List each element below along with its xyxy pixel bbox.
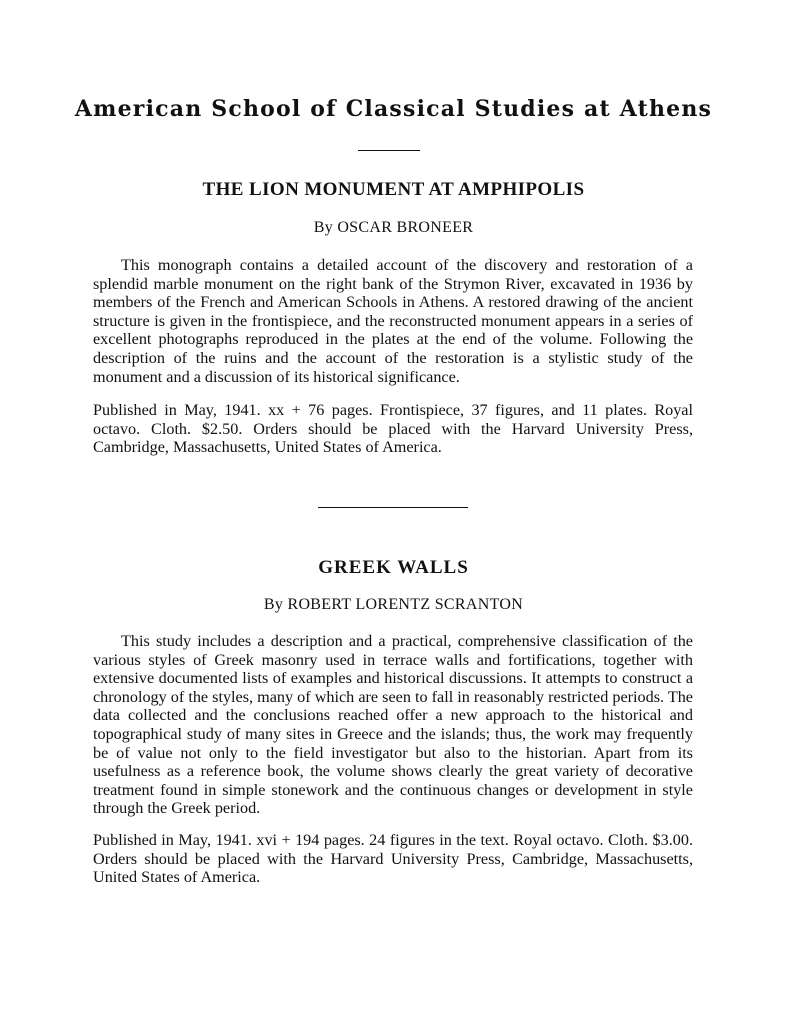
header-divider — [358, 150, 420, 151]
book-author-lion-monument: By OSCAR BRONEER — [313, 219, 474, 236]
book-title-greek-walls: GREEK WALLS — [318, 557, 469, 578]
book-description-greek-walls: This study includes a description and a practical, comprehensive classification of the various styles of Greek masonry used in terrace walls and fortifications, together with extensive documented lists of examples and historical discussions. It attempts to construct a chronology of the styles, many of which are seen to fall in reasonably restricted periods. The data collected and the conclusions reached offer a new approach to the historical and topographical study of many sites in Greece and the islands; thus, the work may frequently be of value not only to the field investigator but also to the historian. Apart from its usefulness as a reference book, the volume shows clearly the great variety of decorative treatment found in simple stonework and the continuous changes or development in style through the Greek period. — [93, 632, 693, 818]
publication-info-lion-monument: Published in May, 1941. xx + 76 pages. Frontispiece, 37 figures, and 11 plates. Royal octavo. Cloth. $2.50. Orders should be placed with the Harvard University Press, Cambridge, Massachusetts, United States of America. — [93, 401, 693, 457]
book-title-lion-monument: THE LION MONUMENT AT AMPHIPOLIS — [202, 179, 585, 200]
publisher-header: American School of Classical Studies at Athens — [74, 96, 713, 122]
publication-info-greek-walls: Published in May, 1941. xvi + 194 pages. 24 figures in the text. Royal octavo. Cloth. $3.00. Orders should be placed with the Harvard University Press, Cambridge, Massachusetts, United States of America. — [93, 831, 693, 887]
book-description-lion-monument: This monograph contains a detailed account of the discovery and restoration of a splendid marble monument on the right bank of the Strymon River, excavated in 1936 by members of the French and American Schools in Athens. A restored drawing of the ancient structure is given in the frontispiece, and the reconstructed monument appears in a series of excellent photographs reproduced in the plates at the end of the volume. Following the description of the ruins and the account of the restoration is a stylistic study of the monument and a discussion of its historical significance. — [93, 256, 693, 386]
section-divider — [318, 507, 468, 508]
book-author-greek-walls: By ROBERT LORENTZ SCRANTON — [263, 596, 524, 613]
